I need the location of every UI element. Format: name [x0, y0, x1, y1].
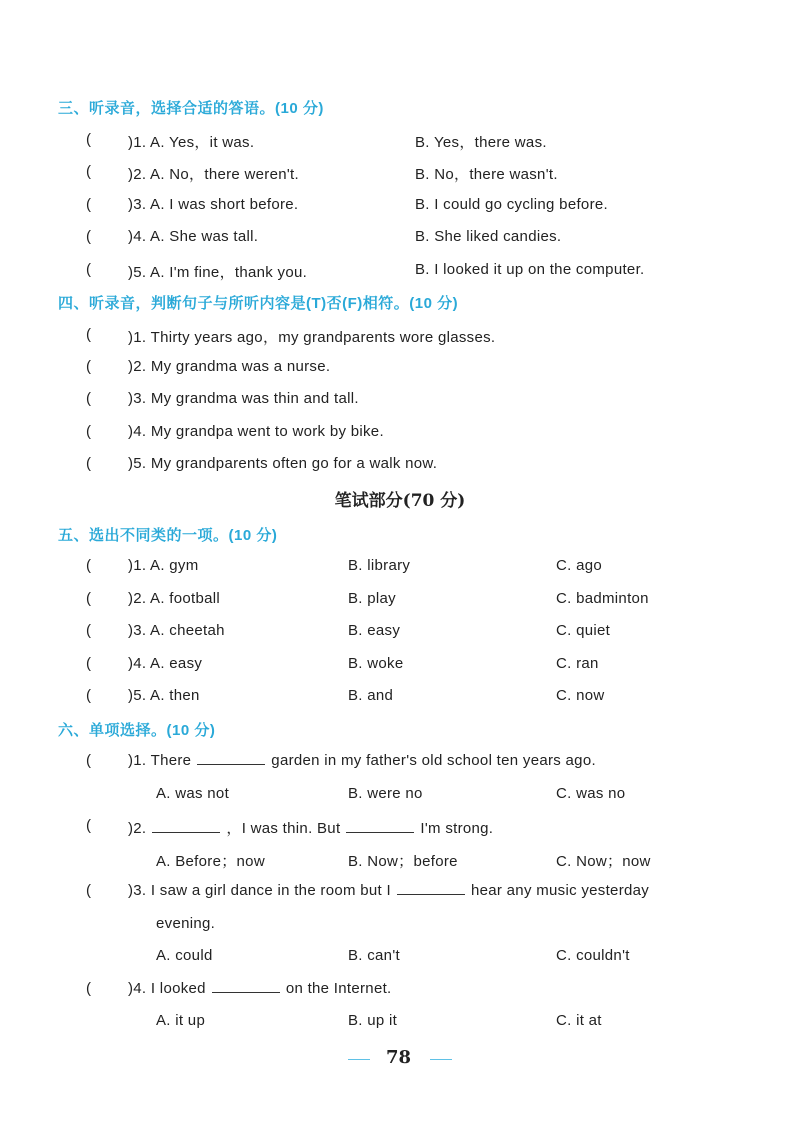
q6-4-option-c: C. it at [556, 1012, 602, 1029]
q5-5-option-a: )5. A. then [128, 687, 200, 704]
q5-5-option-b: B. and [348, 687, 394, 704]
answer-paren: ( [86, 882, 91, 899]
q6-4-stem [128, 980, 392, 997]
answer-paren: ( [86, 196, 91, 213]
q3-2-option-b: B. No，there wasn't. [415, 166, 558, 183]
q6-2-stem-mid: ，I was thin. But [226, 820, 341, 837]
answer-blank[interactable] [152, 820, 220, 833]
q6-4-option-a: A. it up [156, 1012, 206, 1029]
q6-3-option-b: B. can't [348, 947, 400, 964]
q6-1-stem-post: garden in my father's old school ten years ago. [271, 752, 596, 769]
q6-2-option-c: C. Now；now [556, 853, 651, 870]
q5-4-option-c: C. ran [556, 655, 599, 672]
q3-3-option-b: B. I could go cycling before. [415, 196, 608, 213]
q6-3-stem-post: hear any music yesterday [470, 882, 650, 899]
q3-5-option-a: )5. A. I'm fine，thank you. [128, 264, 308, 281]
q5-2-option-a: )2. A. football [128, 590, 221, 607]
q6-3-option-c: C. couldn't [556, 947, 630, 964]
answer-paren: ( [86, 655, 91, 672]
q3-1-option-b: B. Yes，there was. [415, 134, 547, 151]
answer-paren: ( [86, 687, 91, 704]
answer-paren: ( [86, 423, 91, 440]
section-5-heading: 五、选出不同类的一项。(10 分) [58, 527, 278, 544]
q6-3-option-a: A. could [156, 947, 213, 964]
q5-2-option-c: C. badminton [556, 590, 649, 607]
q5-5-option-c: C. now [556, 687, 605, 704]
q5-3-option-c: C. quiet [556, 622, 611, 639]
q6-1-stem-pre: )1. There [128, 752, 192, 769]
q6-2-stem-post: I'm strong. [420, 820, 494, 837]
q6-2-stem-pre: )2. [128, 820, 147, 837]
answer-paren: ( [86, 455, 91, 472]
answer-paren: ( [86, 590, 91, 607]
q6-2-option-a: A. Before；now [156, 853, 265, 870]
answer-blank[interactable] [212, 980, 280, 993]
section-4-heading: 四、听录音，判断句子与所听内容是(T)否(F)相符。(10 分) [58, 295, 459, 312]
answer-paren: ( [86, 326, 91, 343]
q6-3-stem-pre: )3. I saw a girl dance in the room but I [128, 882, 391, 899]
q6-1-option-b: B. were no [348, 785, 423, 802]
q6-4-option-b: B. up it [348, 1012, 398, 1029]
q6-3-stem-continued: evening. [156, 915, 216, 932]
footer-rule-left [348, 1059, 370, 1060]
answer-blank[interactable] [397, 882, 465, 895]
answer-paren: ( [86, 261, 91, 278]
q3-3-option-a: )3. A. I was short before. [128, 196, 299, 213]
footer-rule-right [430, 1059, 452, 1060]
q6-4-stem-post: on the Internet. [285, 980, 392, 997]
q5-1-option-c: C. ago [556, 557, 602, 574]
answer-blank[interactable] [346, 820, 414, 833]
q3-2-option-a: )2. A. No，there weren't. [128, 166, 299, 183]
q5-3-option-a: )3. A. cheetah [128, 622, 225, 639]
answer-paren: ( [86, 390, 91, 407]
q6-4-stem-pre: )4. I looked [128, 980, 206, 997]
q3-4-option-a: )4. A. She was tall. [128, 228, 259, 245]
answer-blank[interactable] [197, 752, 265, 765]
q6-2-stem [128, 817, 493, 838]
q6-1-option-a: A. was not [156, 785, 230, 802]
answer-paren: ( [86, 752, 91, 769]
q4-2-statement: )2. My grandma was a nurse. [128, 358, 331, 375]
section-3-heading: 三、听录音，选择合适的答语。(10 分) [58, 100, 324, 117]
q4-3-statement: )3. My grandma was thin and tall. [128, 390, 359, 407]
answer-paren: ( [86, 980, 91, 997]
q4-5-statement: )5. My grandparents often go for a walk now. [128, 455, 438, 472]
q6-2-option-b: B. Now；before [348, 853, 458, 870]
q5-3-option-b: B. easy [348, 622, 401, 639]
q3-5-option-b: B. I looked it up on the computer. [415, 261, 645, 278]
q5-2-option-b: B. play [348, 590, 396, 607]
answer-paren: ( [86, 131, 91, 148]
written-section-title: 笔试部分(70 分) [334, 491, 466, 511]
section-6-heading: 六、单项选择。(10 分) [58, 722, 216, 739]
q3-1-option-a: )1. A. Yes，it was. [128, 134, 255, 151]
answer-paren: ( [86, 622, 91, 639]
answer-paren: ( [86, 228, 91, 245]
answer-paren: ( [86, 557, 91, 574]
q5-4-option-a: )4. A. easy [128, 655, 203, 672]
answer-paren: ( [86, 163, 91, 180]
q3-4-option-b: B. She liked candies. [415, 228, 562, 245]
answer-paren: ( [86, 358, 91, 375]
q6-1-stem [128, 752, 596, 769]
q6-3-stem [128, 882, 649, 899]
answer-paren: ( [86, 817, 91, 834]
page-number: 78 [386, 1047, 412, 1068]
q4-4-statement: )4. My grandpa went to work by bike. [128, 423, 384, 440]
q5-1-option-a: )1. A. gym [128, 557, 199, 574]
q5-4-option-b: B. woke [348, 655, 404, 672]
q6-1-option-c: C. was no [556, 785, 626, 802]
q5-1-option-b: B. library [348, 557, 411, 574]
q4-1-statement: )1. Thirty years ago，my grandparents wore glasses. [128, 329, 496, 346]
